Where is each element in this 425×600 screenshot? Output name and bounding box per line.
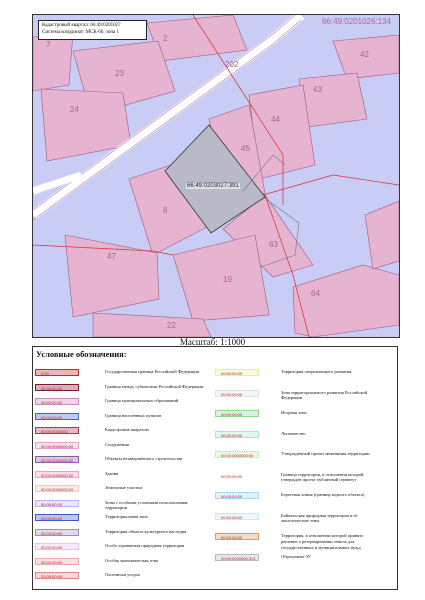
legend-code: 00:00:00:00 [221,535,243,540]
legend-item [215,554,377,561]
legend-item [35,543,205,550]
legend-item [215,369,377,376]
map-scale: Масштаб: 1:1000 [179,337,246,347]
legend-code: 00:00:00:00 [221,473,243,479]
legend-item [35,384,205,391]
legend-text: Граница населённых пунктов [105,412,162,418]
legend-code: 00:00:0000000:00 [41,458,74,463]
legend-code: 00:00:00:00 [221,494,243,499]
parcel-label: 45 [241,144,250,153]
legend-code: 00:00:0000000:00 [41,443,74,449]
legend-swatch [35,485,79,492]
legend-item [215,472,377,484]
legend-text: Территория опережающего развития [281,369,352,374]
parcel-right-edge [365,201,399,269]
parcel-label: 47 [107,252,116,261]
legend-swatch [35,456,79,463]
legend-text: Особая экономическая зона [105,557,159,563]
parcel-label: 2 [163,34,168,43]
legend [32,346,398,590]
legend-swatch [215,554,259,561]
legend-text: Граница между субъектами Российской Федерации [105,383,204,389]
legend-swatch [215,451,259,458]
legend-code: 00:00:00:00 [41,545,63,550]
map-info-box [38,20,147,40]
legend-item [35,471,205,478]
legend-text: Здания [105,470,119,476]
cadastral-block-info: Кадастровый квартал: 66:49:0201027 [42,23,121,28]
legend-text: Особо охраняемая природная территория [105,543,185,548]
legend-item [35,485,205,492]
legend-swatch [35,369,79,376]
legend-code: 00:00:0000000:00 [41,472,74,478]
legend-item [215,533,377,550]
legend-text: Сооружения [105,441,129,447]
parcel-label: 42 [360,50,369,59]
legend-swatch [215,472,259,479]
legend-title: Условные обозначения: [36,349,127,359]
legend-swatch [35,442,79,449]
legend-text: Зоны с особыми условиями использования территории [105,499,188,511]
legend-text: Охотничьи угодья [105,572,140,577]
block-boundary-2 [263,175,399,195]
legend-swatch [35,413,79,420]
legend-item [35,500,205,512]
legend-text: Лесничество [281,430,306,436]
legend-text: Земельные участки [105,485,143,490]
cadastral-map[interactable] [32,14,400,338]
legend-swatch [215,390,259,397]
legend-text: Государственная граница Российской Федерации [105,369,200,374]
legend-item [35,427,205,434]
legend-code: 00:00:0000000:3У1 [221,555,256,561]
parcel-label: 8 [163,206,168,215]
legend-item [35,369,205,376]
legend-swatch [35,427,79,434]
coordinate-system-info: Система координат: МСК-66, зона 1 [42,30,120,35]
legend-text: Игорная зона [281,410,307,415]
legend-swatch [215,410,259,417]
legend-item [35,398,205,405]
parcel-label: 24 [70,105,79,114]
legend-code: 00:00:00:00 [41,414,63,420]
formed-parcel-label: 66:49:0203027:391 [187,183,239,189]
legend-item [215,390,377,402]
parcel-label: 22 [167,321,176,330]
parcel-label: 44 [271,115,280,124]
legend-item [215,431,377,438]
legend-swatch [35,529,79,536]
legend-item [215,410,377,417]
legend-code: 00:00:00:00 [221,371,243,376]
legend-text: Граница муниципальных образований [105,398,179,403]
legend-item [35,529,205,536]
legend-text: Береговая линия (граница водного объекта) [281,492,365,497]
parcel-43[interactable] [299,73,367,127]
legend-code: 00:00:00:00 [221,514,243,520]
legend-code: 00:00:00:00 [41,559,63,565]
legend-text: Объекты незавершённого строительства [105,456,183,461]
legend-code: 00:00:00:00 [221,391,243,397]
map-drawing [33,15,399,337]
legend-swatch [215,369,259,376]
legend-item [35,558,205,565]
parcel-label: 64 [311,289,320,298]
legend-text: Зона территориального развития Российской Федерации [281,389,368,401]
legend-item [35,572,205,579]
legend-text: Территория, в отношении которой принято решение о резервировании земель для государственных и муниципальных нужд [281,533,364,550]
legend-code: 00:00:00:00 [41,530,63,536]
legend-code: 00:00:0000000 [41,429,68,434]
legend-swatch [35,384,79,391]
parcel-label: 7 [46,40,51,49]
legend-code: 00:00:0000000:00 [221,453,254,458]
legend-swatch [35,471,79,478]
legend-text: Граница территории, в отношении которой утверждён проект публичный сервитут [281,471,364,483]
legend-text: Байкальская природная территория и её экологические зоны [281,512,358,524]
legend-swatch [215,492,259,499]
legend-item [35,514,205,521]
parcel-label: 43 [313,85,322,94]
block-number-label: 66:49:0201026:134 [322,17,391,26]
legend-swatch [35,543,79,550]
legend-swatch [215,431,259,438]
legend-swatch [35,398,79,405]
legend-item [215,513,377,525]
parcel-label: 19 [223,275,232,284]
legend-text: Образуемые ЗУ [281,553,311,559]
parcel-7[interactable] [33,33,73,91]
legend-item [35,442,205,449]
legend-swatch [35,558,79,565]
legend-code: 00:00:0000000:00 [41,487,74,492]
legend-text: Территория объекта культурного наследия [105,528,187,534]
legend-swatch [215,513,259,520]
legend-swatch [35,572,79,579]
legend-code: 00:00:00:00 [41,501,63,507]
legend-code: 00:00:00:00 [221,412,243,417]
legend-swatch [35,500,79,507]
legend-item [215,451,377,458]
legend-code: 00:00:00:00 [41,574,63,579]
parcel-19[interactable] [173,235,269,321]
legend-code: 00:00:00:00 [41,385,63,391]
legend-code: 00:00:00:00 [41,400,63,405]
legend-item [215,492,377,499]
parcel-label: 23 [115,69,124,78]
parcel-64[interactable] [293,265,399,337]
legend-item [35,456,205,463]
legend-text: Кадастровые кварталы [105,427,149,432]
legend-item [35,413,205,420]
legend-code: 00:00:00:00 [41,516,63,521]
parcel-label: 63 [269,240,278,249]
parcel-label: 202 [225,60,239,69]
legend-text: Утверждённый проект межевания территории [281,451,370,456]
legend-swatch [215,533,259,540]
legend-code: 0:00 [41,371,49,376]
legend-swatch [35,514,79,521]
legend-code: 00:00:00:00 [221,432,243,438]
legend-text: Территориальная зона [105,514,148,519]
